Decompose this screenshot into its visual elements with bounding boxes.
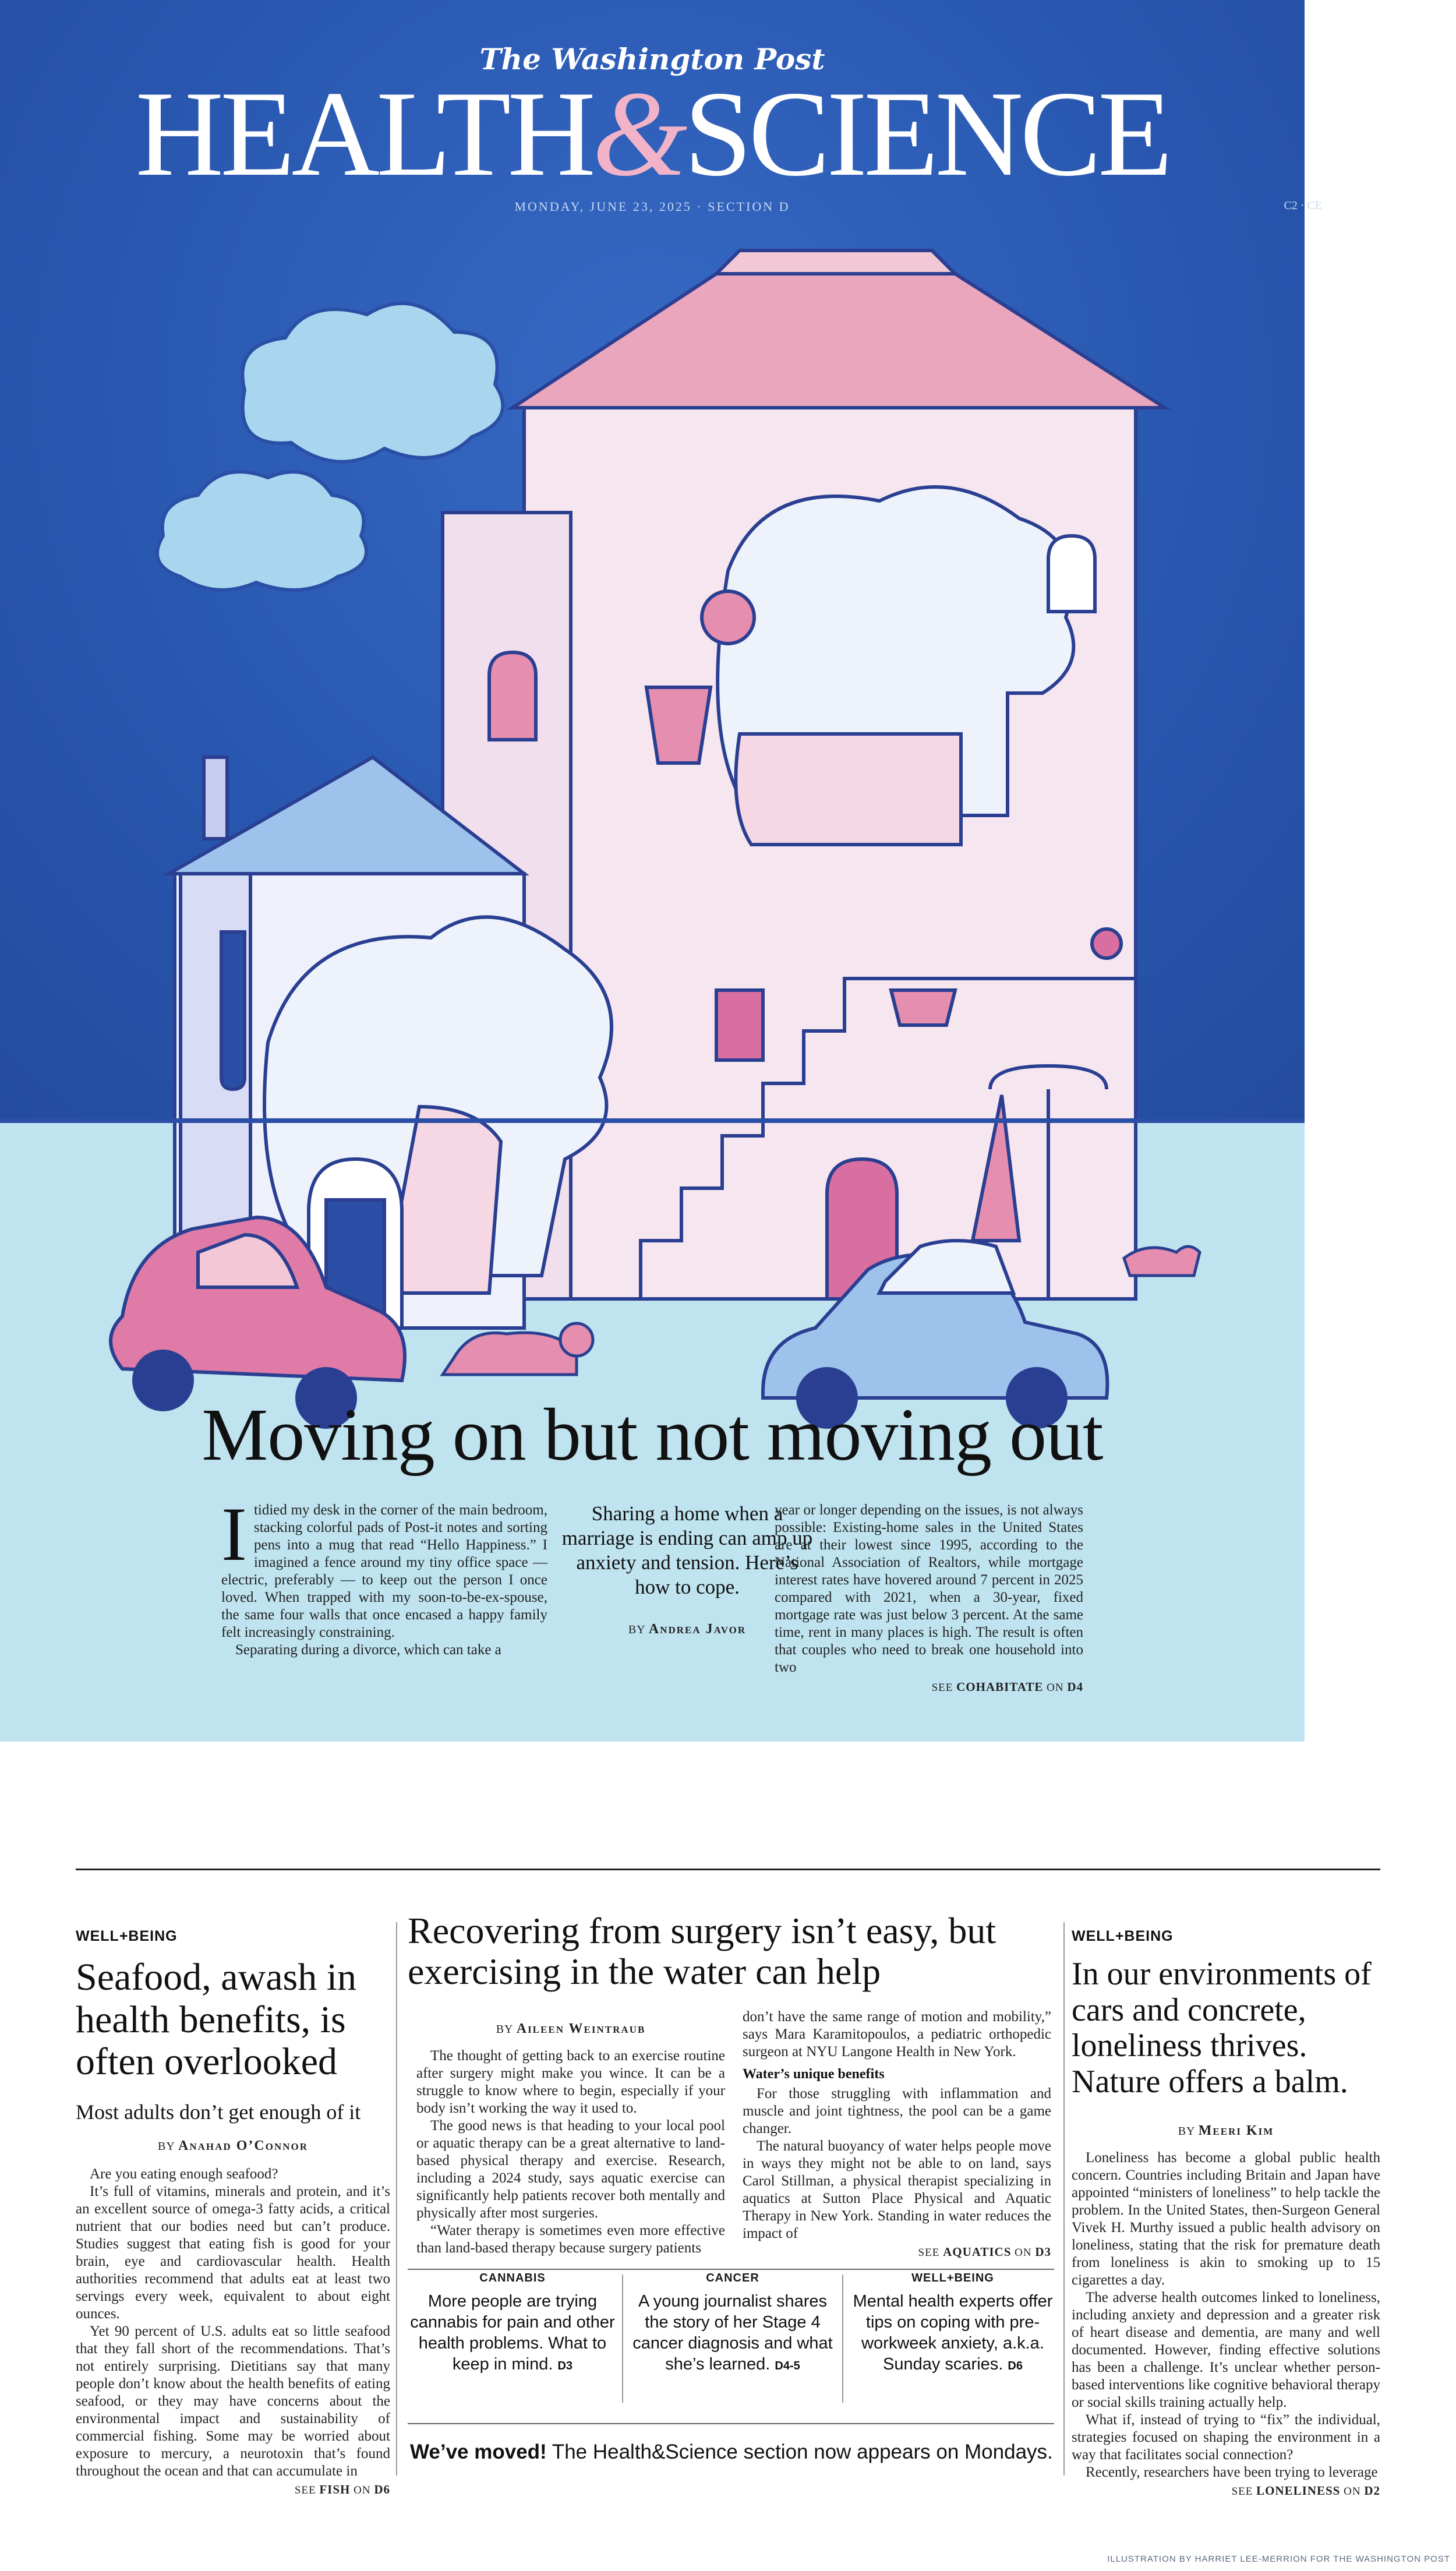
dateline: MONDAY, JUNE 23, 2025 · SECTION D	[514, 199, 790, 214]
author-name: Aileen Weintraub	[516, 2021, 646, 2036]
surgery-story	[408, 1910, 1054, 1993]
body-paragraph: The natural buoyancy of water helps people move in ways they might not be able to on land, says Carol Stillman, a physical therapist specializing in aquatics at Sutton Place Physical and Aquatic Therapy in New York. Standing in water reduces the impact of	[743, 2138, 1051, 2241]
seafood-story	[76, 1928, 390, 2497]
body-paragraph: For those struggling with inflammation and muscle and joint tightness, the pool can be a game changer.	[743, 2086, 1051, 2136]
teaser-cancer[interactable]	[628, 2272, 837, 2417]
surgery-body	[743, 2008, 1051, 2242]
lead-paragraph: tidied my desk in the corner of the main bedroom, stacking colorful pads of Post-it notes and sorting pens into a mug that read “Hello Happiness.” I imagined a fence around my tiny office space — electric, preferably — to keep out the person I once loved. When trapped with my soon-to-be-ex-spouse, the same four walls that once encased a happy family felt increasingly constraining.	[221, 1502, 547, 1640]
teaser-divider	[408, 2269, 1054, 2270]
story-kicker: WELL+BEING	[1072, 1928, 1174, 1944]
column-rule	[622, 2275, 623, 2403]
teaser-text: More people are trying cannabis for pain and other health problems. What to keep in mind. D3	[410, 2292, 615, 2374]
section-title	[0, 66, 1305, 202]
lead-paragraph: Separating during a divorce, which can take a	[235, 1642, 501, 1658]
notice-divider	[408, 2423, 1054, 2424]
horizon-line	[0, 1118, 1305, 1123]
body-paragraph: don’t have the same range of motion and mobility,” says Mara Karamitopoulos, a pediatric orthopedic surgeon at NYU Langone Health in New York.	[743, 2009, 1051, 2060]
surgery-headline: Recovering from surgery isn’t easy, but exercising in the water can help	[408, 1910, 996, 1993]
surgery-col-2	[743, 2008, 1051, 2259]
lead-byline: BY Andrea Javor	[628, 1622, 747, 1637]
column-rule	[842, 2275, 843, 2403]
surgery-byline: BY Aileen Weintraub	[496, 2021, 646, 2036]
surgery-body	[416, 2047, 725, 2257]
teaser-kicker: CANNABIS	[479, 2272, 546, 2284]
body-paragraph: It’s full of vitamins, minerals and protein, and it’s an excellent source of omega-3 fatty acids, a critical nutrient that our bodies need but can’t produce. Studies suggest that eating fish is good for your brain, eye and cardiovascular health. Health authorities recommend that adults eat at least two servings every week, equivalent to about eight ounces.	[76, 2183, 390, 2322]
author-name: Meeri Kim	[1198, 2123, 1274, 2139]
cover-hero: The Washington Post HEALTH&SCIENCE MONDAY, JUNE 23, 2025 · SECTION D C2 · CE Moving on but not moving out I tidied my desk in the corner of the main bedroom, stacking colorful pads of Post-it notes and sorting pens into a mug that read “Hello Happiness.” I imagined a fence around my tiny office space — electric, preferably — to keep out the person I once loved. When trapped with my soon-to-be-ex-spouse, the same four walls that once encased a happy family felt increasingly constraining. Separating during a divorce, which can take a Sharing a home when a marriage is ending can amp up anxiety and tension. Here’s how to cope. BY Andrea Javor year or longer depending on the issues, is not always possible: Existing-home sales in the United States are at their lowest since 1995, according to the National Association of Realtors, while mortgage interest rates have hovered around 7 percent in 2025 compared with 2021, when a 30-year, fixed mortgage rate was just below 3 percent. At the same time, rent in many places is high. The result is often that couples who need to break one household into two SEE COHABITATE ON D4 ILLUSTRATION BY HARRIET LEE-MERRION FOR THE WASHINGTON POST	[0, 0, 1305, 1742]
lead-paragraph: year or longer depending on the issues, is not always possible: Existing-home sales in the United States are at their lowest since 1995, according to the National Association of Realtors, while mortgage interest rates have hovered around 7 percent in 2025 compared with 2021, when a 30-year, fixed mortgage rate was just below 3 percent. At the same time, rent in many places is high. The result is often that couples who need to break one household into two	[775, 1502, 1083, 1675]
surgery-col-1	[416, 2021, 725, 2257]
teaser-wellbeing[interactable]	[848, 2272, 1058, 2417]
lead-deck: Sharing a home when a marriage is ending can amp up anxiety and tension. Here’s how to cope.	[561, 1502, 813, 1598]
body-paragraph: Loneliness has become a global public health concern. Countries including Britain and Japan have appointed “ministers of loneliness” to help tackle the problem. In the United States, then-Surgeon General Vivek H. Murthy issued a public health advisory on loneliness, stating that the risk for premature death from loneliness is akin to smoking up to 15 cigarettes a day.	[1072, 2150, 1380, 2289]
body-paragraph: The adverse health outcomes linked to loneliness, including anxiety and depression and a greater risk of heart disease and dementia, are many and well documented. However, finding effective solutions has been a challenge. It’s unclear whether person-based interventions like cognitive behavioral therapy or social skills training actually help.	[1072, 2290, 1380, 2411]
body-paragraph: Yet 90 percent of U.S. adults eat so little seafood that they fall short of the recommendations. That’s not entirely surprising. Dietitians say that many people don’t know about the health benefits of eating seafood, or they may have concerns about the environmental impact and sustainability of commercial fishing. Some may be worried about exposure to mercury, a neurotoxin that’s found throughout the ocean and that can accumulate in	[76, 2323, 390, 2479]
teaser-kicker: WELL+BEING	[911, 2272, 994, 2284]
cloud-icon	[242, 303, 503, 462]
lead-col-1	[221, 1491, 547, 1659]
masthead-brand: The Washington Post	[479, 42, 825, 76]
seafood-byline: BY Anahad O’Connor	[158, 2138, 308, 2153]
loneliness-body	[1072, 2149, 1380, 2481]
dog-icon	[443, 1323, 593, 1375]
loneliness-byline: BY Meeri Kim	[1178, 2123, 1274, 2139]
seafood-subhead: Most adults don’t get enough of it	[76, 2100, 361, 2124]
jump-link[interactable]: SEE FISH ON D6	[294, 2482, 390, 2496]
teaser-kicker: CANCER	[706, 2272, 759, 2284]
teaser-text: Mental health experts offer tips on coping with pre-workweek anxiety, a.k.a. Sunday scaries. D6	[853, 2292, 1053, 2374]
column-rule	[1063, 1922, 1065, 2475]
body-paragraph: Are you eating enough seafood?	[90, 2166, 278, 2182]
body-paragraph: “Water therapy is sometimes even more effective than land-based therapy because surgery patients	[416, 2223, 725, 2256]
jump-link[interactable]: SEE LONELINESS ON D2	[1231, 2484, 1380, 2498]
title-health: HEALTH	[135, 66, 593, 202]
loneliness-story	[1072, 1928, 1380, 2498]
author-name: Anahad O’Connor	[178, 2138, 308, 2153]
body-paragraph: Recently, researchers have been trying to leverage	[1086, 2464, 1378, 2481]
teaser-text: A young journalist shares the story of her Stage 4 cancer diagnosis and what she’s learned. D4-5	[632, 2292, 833, 2374]
cloud-icon	[157, 472, 366, 590]
title-ampersand: &	[592, 66, 684, 202]
surgery-subhead: Water’s unique benefits	[743, 2067, 885, 2082]
lead-headline: Moving on but not moving out	[202, 1393, 1103, 1476]
body-paragraph: The good news is that heading to your local pool or aquatic therapy can be a great alternative to land-based physical therapy and exercise. Research, including a 2024 study, says aquatic exercise can significantly help patients recover both mentally and physically after most surgeries.	[416, 2118, 725, 2221]
column-rule	[396, 1922, 397, 2475]
dropcap: I	[221, 1491, 247, 1577]
loneliness-headline: In our environments of cars and concrete, loneliness thrives. Nature offers a balm.	[1072, 1956, 1372, 2100]
edition-code: C2 · CE	[1284, 199, 1322, 212]
author-name: Andrea Javor	[648, 1622, 747, 1637]
lead-col-3	[775, 1502, 1083, 1694]
jump-link[interactable]: SEE COHABITATE ON D4	[931, 1680, 1083, 1694]
seafood-headline: Seafood, awash in health benefits, is often overlooked	[76, 1956, 357, 2083]
title-science: SCIENCE	[684, 66, 1169, 202]
section-notice: We’ve moved! The Health&Science section now appears on Mondays.	[410, 2441, 1053, 2463]
teaser-cannabis[interactable]	[408, 2272, 617, 2417]
jump-link[interactable]: SEE AQUATICS ON D3	[918, 2245, 1051, 2259]
cat-icon	[1124, 1246, 1200, 1276]
section-divider	[76, 1869, 1380, 1870]
body-paragraph: What if, instead of trying to “fix” the individual, strategies focused on shaping the environment in a way that facilitates social connection?	[1072, 2412, 1380, 2463]
body-paragraph: The thought of getting back to an exercise routine after surgery might make you wince. It can be a struggle to know where to begin, especially if your body isn’t working the way it used to.	[416, 2048, 725, 2116]
story-kicker: WELL+BEING	[76, 1928, 178, 1944]
seafood-body	[76, 2166, 390, 2480]
